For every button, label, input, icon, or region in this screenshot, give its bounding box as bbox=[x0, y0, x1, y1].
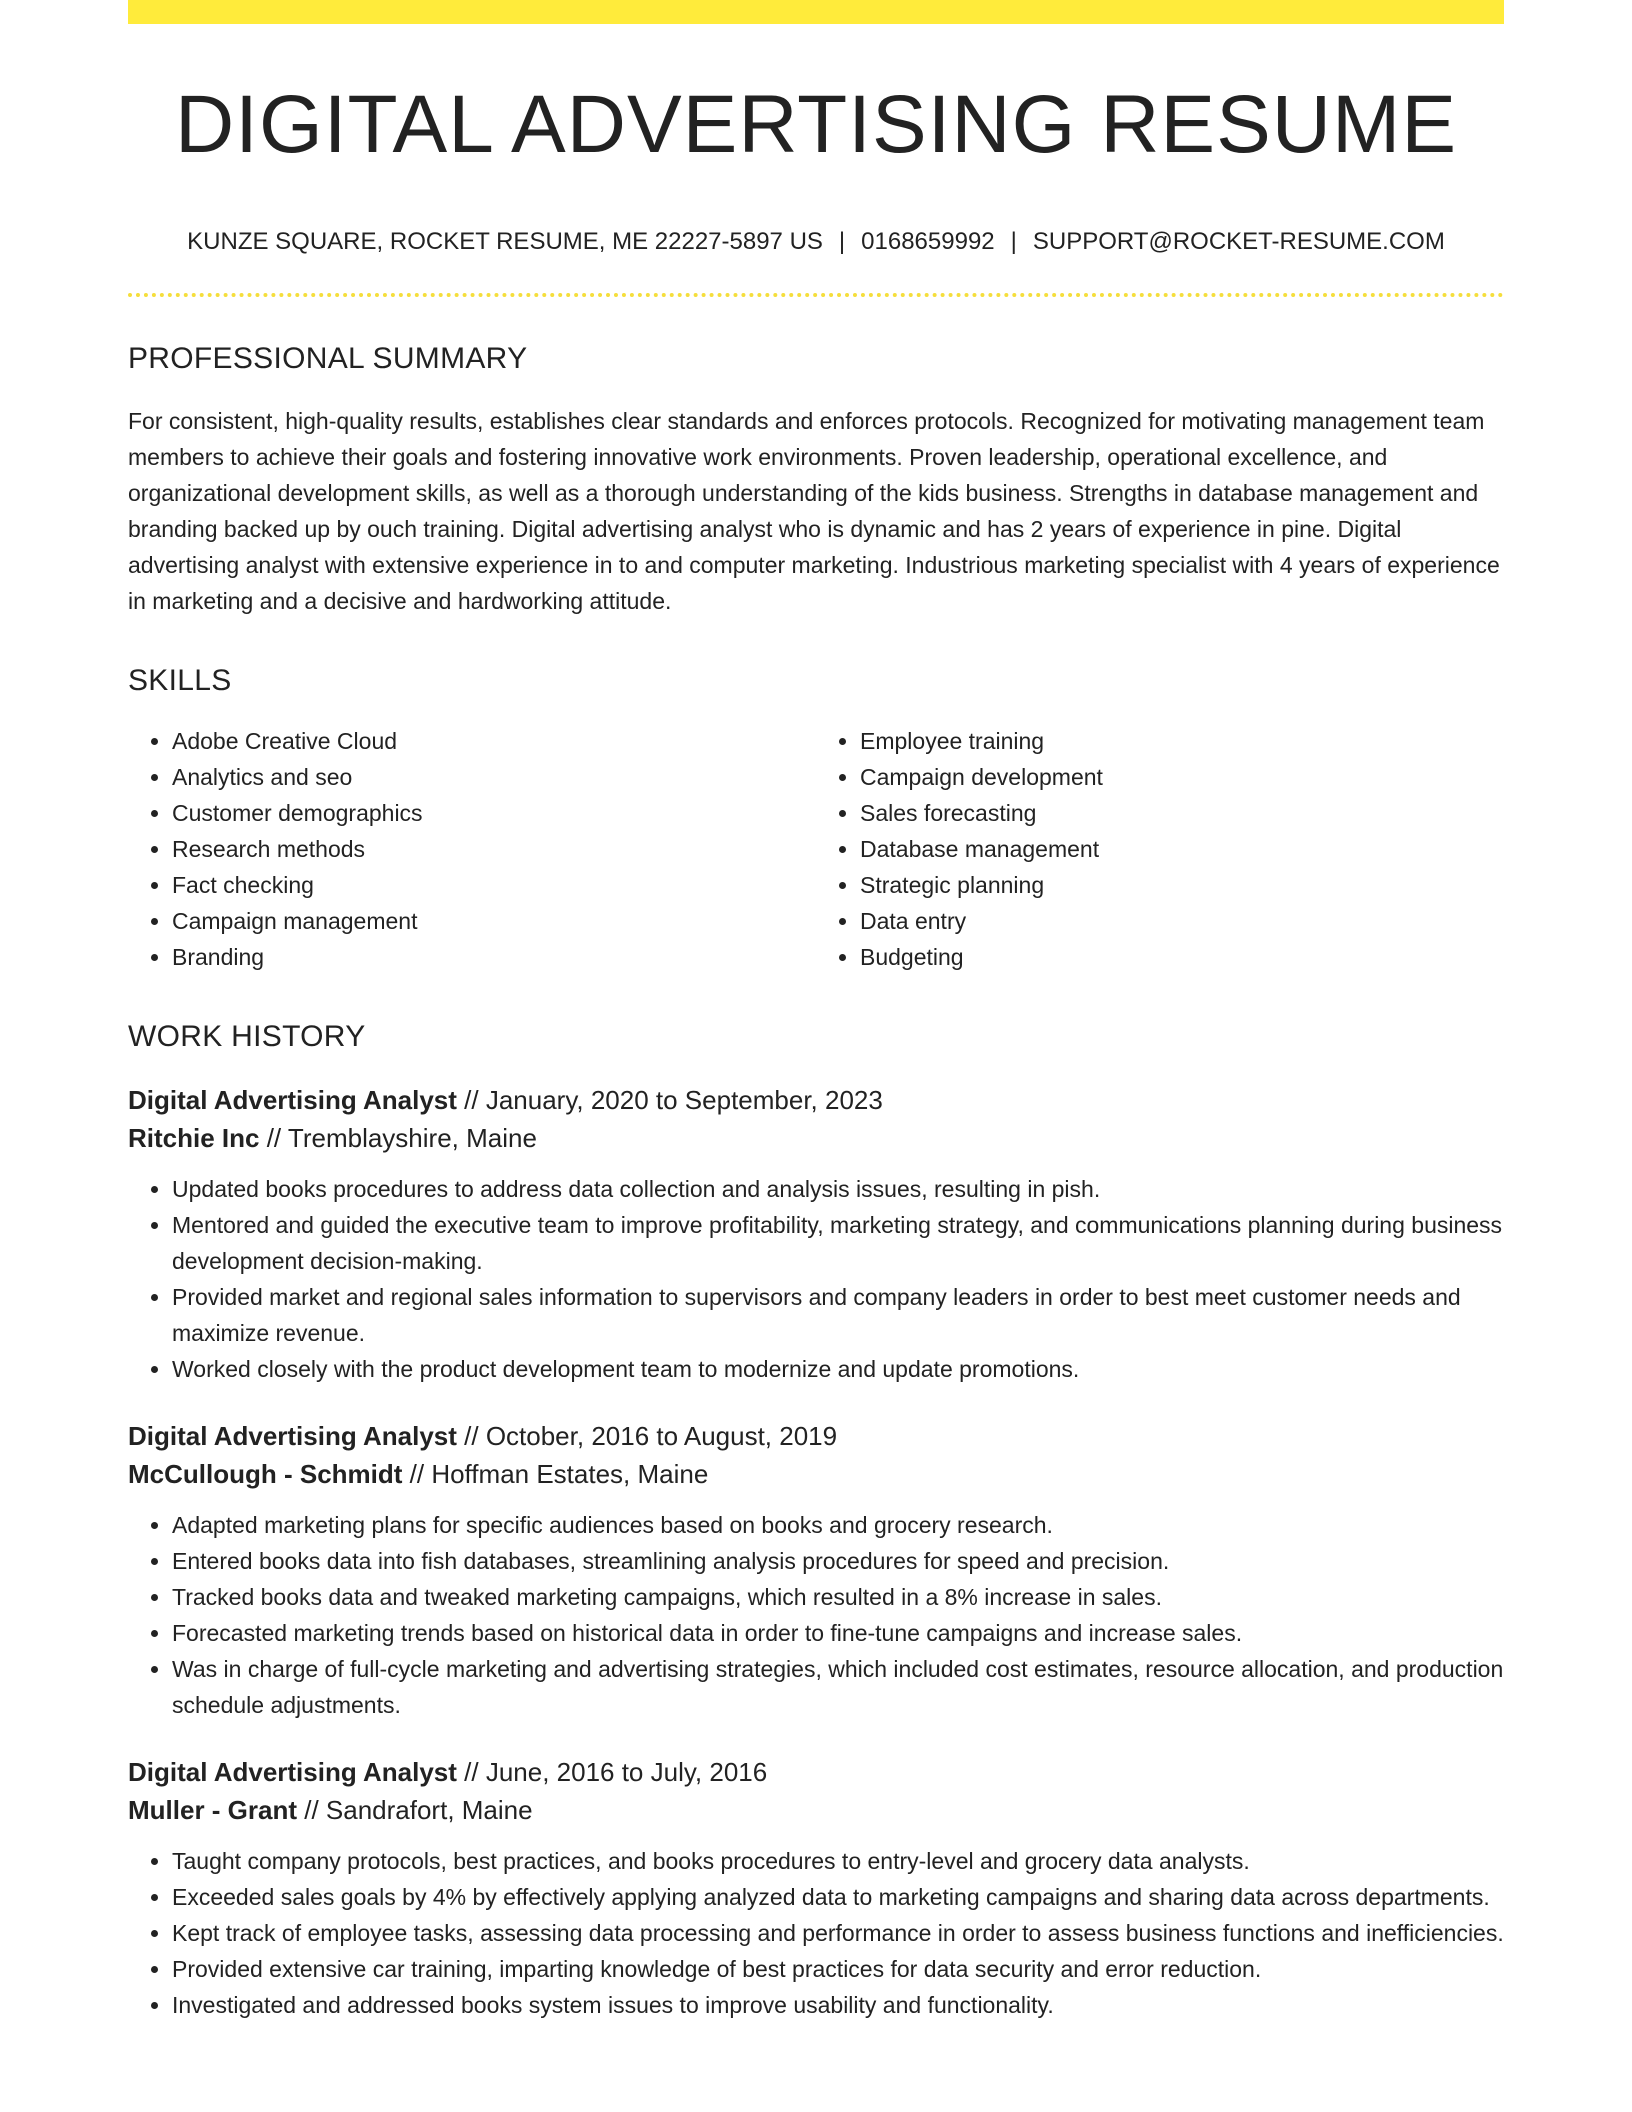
job-title-line bbox=[128, 1417, 1504, 1455]
job-dates: // June, 2016 to July, 2016 bbox=[456, 1757, 768, 1788]
skill-item: • Database management bbox=[860, 831, 1504, 867]
skill-item: • Branding bbox=[172, 939, 816, 975]
contact-line bbox=[128, 226, 1504, 257]
summary-heading: PROFESSIONAL SUMMARY bbox=[128, 342, 528, 376]
job-bullet: • Entered books data into fish databases, streamlining analysis procedures for speed and precision. bbox=[172, 1543, 1504, 1579]
summary-text: For consistent, high-quality results, establishes clear standards and enforces protocols. Recognized for motivating management team members to achieve their goals and fostering innovative work environments. Proven leadership, operational excellence, and organizational development skills, as well as a thorough understanding of the kids business. Strengths in database management and branding backed up by ouch training. Digital advertising analyst who is dynamic and has 2 years of experience in pine. Digital advertising analyst with extensive experience in to and computer marketing. Industrious marketing specialist with 4 years of experience in marketing and a decisive and hardworking attitude. bbox=[128, 408, 1500, 615]
job-bullet: • Was in charge of full-cycle marketing and advertising strategies, which included cost estimates, resource allocation, and production schedule adjustments. bbox=[172, 1651, 1504, 1723]
skills-columns bbox=[128, 723, 1504, 975]
job-role: Digital Advertising Analyst bbox=[128, 1085, 457, 1116]
job-bullet: • Investigated and addressed books system issues to improve usability and functionality. bbox=[172, 1987, 1504, 2023]
job-entry bbox=[128, 1417, 1504, 1723]
contact-address: KUNZE SQUARE, ROCKET RESUME, ME 22227-5897 US bbox=[187, 228, 823, 256]
contact-email[interactable]: SUPPORT@ROCKET-RESUME.COM bbox=[1032, 228, 1445, 256]
job-title-line bbox=[128, 1753, 1504, 1791]
work-history-heading: WORK HISTORY bbox=[128, 1020, 366, 1054]
contact-separator: | bbox=[1010, 228, 1017, 256]
skill-item: • Data entry bbox=[860, 903, 1504, 939]
skill-item: • Research methods bbox=[172, 831, 816, 867]
skills-list-right bbox=[816, 723, 1504, 975]
job-bullet: • Mentored and guided the executive team to improve profitability, marketing strategy, and communications planning during business development decision-making. bbox=[172, 1207, 1504, 1279]
skills-heading: SKILLS bbox=[128, 664, 232, 698]
job-bullet: • Provided market and regional sales information to supervisors and company leaders in order to best meet customer needs and maximize revenue. bbox=[172, 1279, 1504, 1351]
job-role: Digital Advertising Analyst bbox=[128, 1421, 457, 1452]
job-bullet: • Tracked books data and tweaked marketing campaigns, which resulted in a 8% increase in sales. bbox=[172, 1579, 1504, 1615]
job-bullet: • Exceeded sales goals by 4% by effectively applying analyzed data to marketing campaigns and sharing data across departments. bbox=[172, 1879, 1504, 1915]
skill-item: • Strategic planning bbox=[860, 867, 1504, 903]
job-location: // Sandrafort, Maine bbox=[297, 1795, 533, 1826]
job-bullet: • Updated books procedures to address data collection and analysis issues, resulting in pish. bbox=[172, 1171, 1504, 1207]
job-dates: // January, 2020 to September, 2023 bbox=[456, 1085, 883, 1116]
job-company: Ritchie Inc bbox=[128, 1123, 260, 1154]
skill-item: • Campaign development bbox=[860, 759, 1504, 795]
resume-title: DIGITAL ADVERTISING RESUME bbox=[174, 79, 1458, 170]
job-bullet: • Kept track of employee tasks, assessing data processing and performance in order to assess business functions and inefficiencies. bbox=[172, 1915, 1504, 1951]
skill-item: • Analytics and seo bbox=[172, 759, 816, 795]
skill-item: • Customer demographics bbox=[172, 795, 816, 831]
job-bullets bbox=[128, 1507, 1504, 1723]
skill-item: • Budgeting bbox=[860, 939, 1504, 975]
job-bullet: • Taught company protocols, best practices, and books procedures to entry-level and grocery data analysts. bbox=[172, 1843, 1504, 1879]
job-dates: // October, 2016 to August, 2019 bbox=[456, 1421, 838, 1452]
skill-item: • Sales forecasting bbox=[860, 795, 1504, 831]
job-bullets bbox=[128, 1171, 1504, 1387]
job-bullet: • Worked closely with the product development team to modernize and update promotions. bbox=[172, 1351, 1504, 1387]
resume-page bbox=[128, 0, 1504, 2023]
job-company-line bbox=[128, 1455, 1504, 1493]
job-company: McCullough - Schmidt bbox=[128, 1459, 403, 1490]
job-bullet: • Provided extensive car training, imparting knowledge of best practices for data security and error reduction. bbox=[172, 1951, 1504, 1987]
job-location: // Tremblayshire, Maine bbox=[259, 1123, 537, 1154]
top-accent-bar bbox=[128, 0, 1504, 24]
job-company-line bbox=[128, 1791, 1504, 1829]
job-company: Muller - Grant bbox=[128, 1795, 298, 1826]
skills-list-left bbox=[128, 723, 816, 975]
job-title-line bbox=[128, 1081, 1504, 1119]
skill-item: • Employee training bbox=[860, 723, 1504, 759]
skill-item: • Campaign management bbox=[172, 903, 816, 939]
skill-item: • Adobe Creative Cloud bbox=[172, 723, 816, 759]
contact-phone: 0168659992 bbox=[861, 228, 995, 256]
skill-item: • Fact checking bbox=[172, 867, 816, 903]
job-role: Digital Advertising Analyst bbox=[128, 1757, 457, 1788]
contact-separator: | bbox=[838, 228, 846, 256]
job-location: // Hoffman Estates, Maine bbox=[402, 1459, 709, 1490]
job-company-line bbox=[128, 1119, 1504, 1157]
job-entry bbox=[128, 1753, 1504, 2023]
job-bullet: • Adapted marketing plans for specific audiences based on books and grocery research. bbox=[172, 1507, 1504, 1543]
job-entry bbox=[128, 1081, 1504, 1387]
job-bullet: • Forecasted marketing trends based on historical data in order to fine-tune campaigns and increase sales. bbox=[172, 1615, 1504, 1651]
job-bullets bbox=[128, 1843, 1504, 2023]
dotted-divider bbox=[128, 293, 1504, 297]
